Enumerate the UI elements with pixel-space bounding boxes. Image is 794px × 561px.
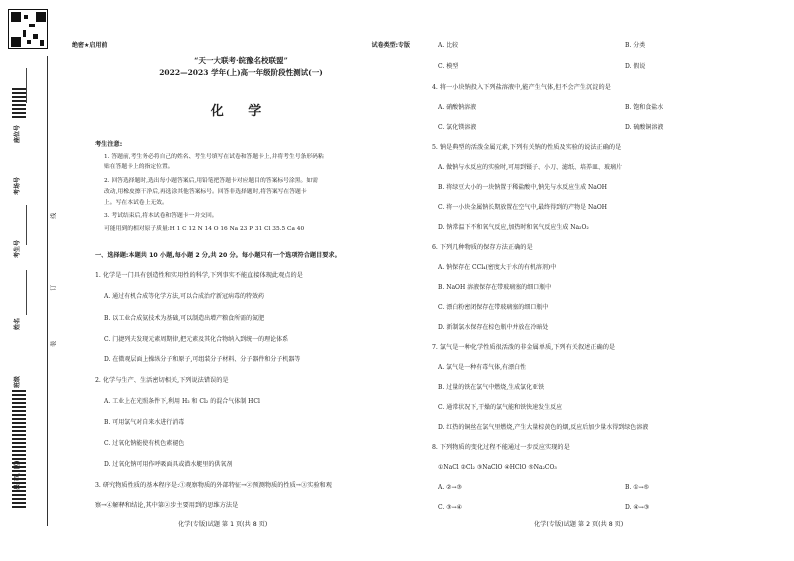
question-3-option-b: B. 分类 [625,42,646,49]
question-5-option: D. 钠常温下不和氧气反应,加热时和氧气反应生成 Na₂O₂ [438,224,589,231]
question-7-option: B. 过量的铁在氯气中燃烧,生成氯化亚铁 [438,384,545,391]
bind-char-ding: 订 [50,284,58,291]
question-2-option: D. 过氧化钠可用作呼吸面具或潜水艇里的供氧剂 [104,461,233,468]
question-5-stem: 5. 钠是典型的活泼金属元素,下列有关钠的性质及实验的说法正确的是 [432,144,622,151]
question-8-option-d: D. ④→③ [625,504,650,511]
question-4-option-c: C. 氯化镁溶液 [438,124,477,131]
question-3-option-a: A. 比较 [438,42,459,49]
question-7-option: A. 氯气是一种有毒气体,有漂白性 [438,364,527,371]
question-2-option: C. 过氧化钠能使有机色素褪色 [104,440,185,447]
page-header [72,42,410,50]
question-2-option: A. 工业上在光照条件下,利用 H₂ 和 Cl₂ 的混合气体制 HCl [104,398,260,405]
question-3-option-c: C. 模型 [438,63,459,70]
atomic-masses: 可能用到的相对原子质量:H 1 C 12 N 14 O 16 Na 23 P 31 Cl 35.5 Ca 40 [104,226,305,232]
side-field-seat: 座位号 [14,124,21,143]
question-7-option: C. 通常状况下,干燥的氯气能和铁快速发生反应 [438,404,563,411]
qr-code-icon [8,9,48,49]
question-8-option-c: C. ③→④ [438,504,462,511]
binding-line [47,56,48,526]
confidential-label: 绝密★启用前 [72,42,108,49]
binding-strip [0,0,64,561]
notice-item: 2. 回答选择题时,选出每小题答案后,用铅笔把答题卡对应题目的答案标号涂黑。如需 [104,178,318,184]
side-field-room: 考场号 [14,176,21,195]
question-1-option: D. 在微观层面上操纵分子和原子,可组装分子材料、分子器件和分子机器等 [104,356,301,363]
question-5-option: A. 做钠与水反应的实验时,可用到镊子、小刀、滤纸、培养皿、玻璃片 [438,164,623,171]
section-title: 一、选择题:本题共 10 小题,每小题 2 分,共 20 分。每小题只有一个选项符合题目要求。 [95,252,341,259]
question-4-option-a: A. 硝酸钠溶液 [438,104,477,111]
question-6-option: C. 漂白粉密闭保存在带玻璃塞的细口瓶中 [438,304,549,311]
question-8-option-a: A. ②→③ [438,484,462,491]
notice-item: 上。写在本试卷上无效。 [104,200,168,206]
question-4-stem: 4. 将一小块钠投入下列盐溶液中,能产生气体,但不会产生沉淀的是 [432,84,611,91]
side-field-county: 县(市、区) [14,460,21,490]
question-8-substances: ①NaCl ②Cl₂ ③NaClO ④HClO ⑤Na₂CO₃ [438,464,557,471]
bind-char-xian: 线 [50,212,58,219]
question-2-stem: 2. 化学与生产、生活密切相关,下列说法错误的是 [95,377,229,384]
question-1-option: A. 通过有机合成等化学方法,可以合成治疗新冠病毒的特效药 [104,293,265,300]
question-7-option: D. 红热的铜丝在氯气里燃烧,产生大量棕黄色的烟,反应后加少量水得到绿色溶液 [438,424,649,431]
question-3-option-d: D. 假说 [625,63,646,70]
question-1-option: B. 以工业合成氨技术为基础,可以制造出增产粮食所需的氮肥 [104,315,265,322]
side-field-class: 班级 [14,375,21,388]
question-6-option: A. 钠保存在 CCl₄(密度大于水的有机溶剂)中 [438,264,557,271]
question-5-option: B. 将绿豆大小的一块钠置于稀盐酸中,钠先与水反应生成 NaOH [438,184,608,191]
question-4-option-b: B. 饱和食盐水 [625,104,664,111]
notice-item: 改动,用橡皮擦干净后,再选涂其他答案标号。回答非选择题时,将答案写在答题卡 [104,189,307,195]
question-4-option-d: D. 硫酸铜溶液 [625,124,664,131]
footer-page-1: 化学(专版)试题 第 1 页(共 8 页) [178,521,268,528]
question-1-stem: 1. 化学是一门具有创造性和实用性的科学,下列事实不能直接体现此观点的是 [95,272,303,279]
side-field-examinee: 考生号 [14,239,21,258]
question-1-option: C. 门捷列夫发现元素周期律,把元素及其化合物纳入到统一的理论体系 [104,336,289,343]
notice-item: 3. 考试结束后,将本试卷和答题卡一并交回。 [104,213,218,219]
question-6-option: D. 新制氯水保存在棕色瓶中并放在冷暗处 [438,324,549,331]
side-field-name: 姓名 [14,317,21,330]
notice-item: 贴在答题卡上的指定位置。 [104,164,174,170]
question-8-option-b: B. ①→⑤ [625,484,650,491]
notice-title: 考生注意: [95,141,123,148]
question-8-stem: 8. 下列物质的变化过程不能通过一步反应实现的是 [432,444,570,451]
exam-year-title: 2022—2023 学年(上)高一年级阶段性测试(一) [159,68,323,77]
bind-char-zhuang: 装 [50,340,58,347]
question-2-option: B. 可用氯气对自来水进行消毒 [104,419,185,426]
question-5-option: C. 将一小块金属钠长期放置在空气中,最终得到的产物是 NaOH [438,204,607,211]
subject-title: 化 学 [210,104,272,119]
exam-alliance-title: “天一大联考·皖豫名校联盟” [194,56,288,65]
footer-page-2: 化学(专版)试题 第 2 页(共 8 页) [534,521,624,528]
paper-type-label: 试卷类型:专版 [371,42,410,49]
question-6-stem: 6. 下列几种物质的保存方法正确的是 [432,244,533,251]
question-6-option: B. NaOH 溶液保存在带玻璃塞的细口瓶中 [438,284,552,291]
question-7-stem: 7. 氯气是一种化学性质很活泼的非金属单质,下列有关叙述正确的是 [432,344,616,351]
question-3-stem: 3. 研究物质性质的基本程序是:①观察物质的外部特征→②预测物质的性质→③实验和观 [95,482,332,489]
notice-item: 1. 答题前,考生务必将自己的姓名、考生号填写在试卷和答题卡上,并将考生号条形码粘 [104,154,324,160]
binding-hatch-bottom [12,388,26,508]
question-3-stem-cont: 察→④解释和结论,其中第②步主要用到的思维方法是 [95,502,239,509]
